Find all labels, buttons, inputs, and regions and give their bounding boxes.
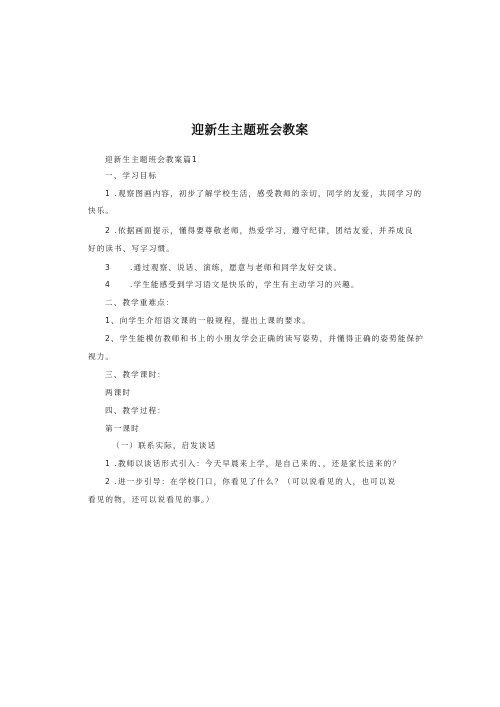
document-title: 迎新生主题班会教案 — [191, 122, 309, 137]
goal-2-line-2: 好的读书、写字习惯。 — [88, 244, 175, 253]
goal-4-number: 4 — [105, 280, 111, 289]
document-subtitle: 迎新生主题班会教案篇1 — [105, 155, 198, 164]
goal-3-text: .通过观察、说话、演练，愿意与老师和同学友好交谈。 — [130, 263, 343, 272]
section-heading-hours: 三、教学课时： — [105, 370, 166, 379]
step-2-line-1: 2 .进一步引导：在学校门口，你看见了什么？（可以说看见的人，也可以说 — [105, 477, 397, 486]
step-2-line-2: 看见的物，还可以说看见的事。） — [88, 495, 215, 504]
key-point-2-line-1: 2、学生能模仿教师和书上的小朋友学会正确的读写姿势，并懂得正确的姿势能保护 — [105, 334, 424, 343]
goal-2-line-1: 2 .依据画面提示，懂得要尊敬老师，热爱学习，遵守纪律，团结友爱，并养成良 — [105, 226, 414, 235]
key-point-2-line-2: 视力。 — [88, 352, 115, 361]
section-heading-goals: 一、学习目标 — [105, 171, 158, 180]
goal-3-number: 3 — [105, 263, 111, 272]
part-1-heading: （一）联系实际，启发谈话 — [112, 441, 217, 450]
goal-4-text: .学生能感受到学习语文是快乐的，学生有主动学习的兴趣。 — [130, 280, 360, 289]
goal-1-line-1: 1 .观察图画内容，初步了解学校生活，感受教师的亲切，同学的友爱，共同学习的 — [105, 189, 423, 198]
step-1: 1 .教师以谈话形式引入：今天早晨来上学，是自己来的、，还是家长送来的？ — [105, 459, 402, 468]
key-point-1: 1、向学生介绍语文课的一般规程，提出上课的要求。 — [105, 316, 311, 325]
goal-1-line-2: 快乐。 — [88, 206, 115, 215]
hours-value: 两课时 — [105, 388, 132, 397]
section-heading-key-points: 二、教学重难点： — [105, 298, 175, 307]
lesson-1-heading: 第一课时 — [105, 424, 140, 433]
section-heading-process: 四、教学过程： — [105, 406, 166, 415]
